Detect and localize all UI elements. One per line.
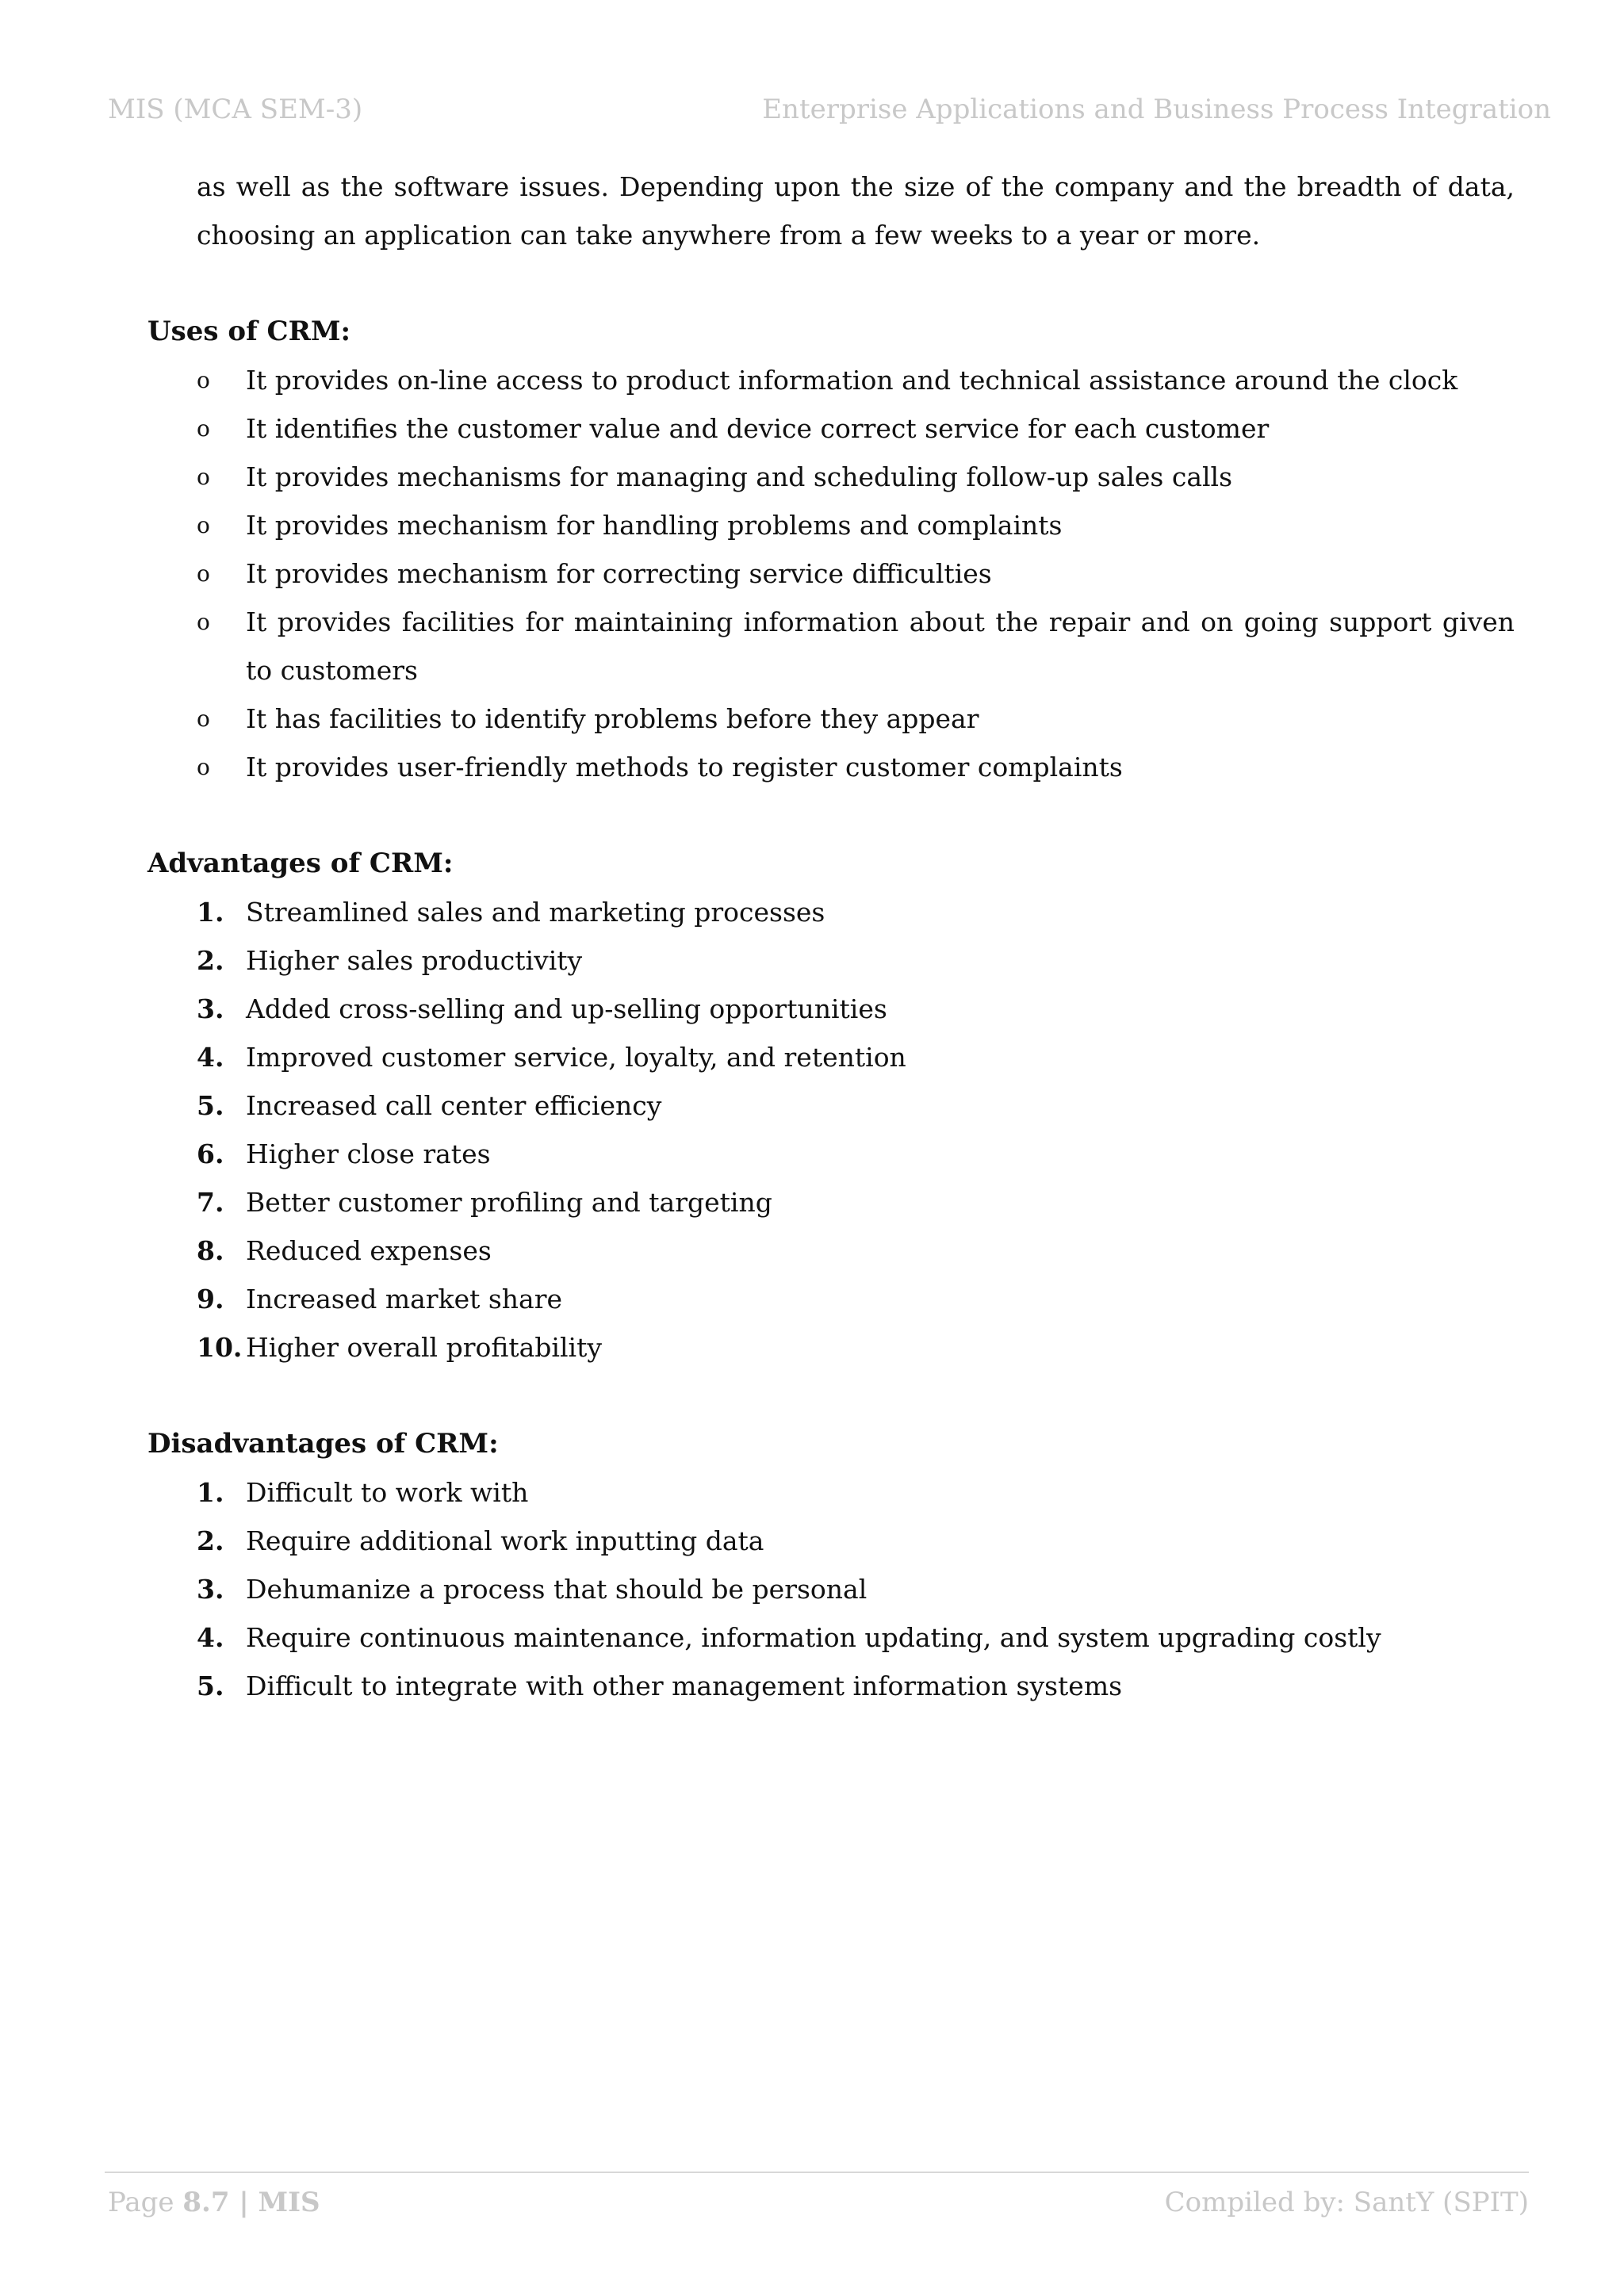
list-item-text: It provides mechanisms for managing and scheduling follow-up sales calls <box>246 461 1233 492</box>
list-item <box>147 985 1515 1033</box>
list-item <box>147 1662 1515 1710</box>
list-item <box>147 743 1515 791</box>
list-item-text: It identifies the customer value and device correct service for each customer <box>246 413 1270 444</box>
list-number: 3. <box>197 1574 224 1605</box>
list-number: 2. <box>197 1525 224 1556</box>
disadvantages-list <box>147 1468 1515 1710</box>
list-item <box>147 1178 1515 1226</box>
list-item-text: It provides on-line access to product information and technical assistance around the clock <box>246 365 1458 396</box>
list-item <box>147 549 1515 598</box>
list-item <box>147 501 1515 549</box>
list-item <box>147 404 1515 453</box>
uses-heading: Uses of CRM: <box>147 316 351 347</box>
list-number: 8. <box>197 1235 224 1266</box>
list-item-text: Increased call center efficiency <box>246 1090 662 1121</box>
disadvantages-heading: Disadvantages of CRM: <box>147 1428 499 1460</box>
list-item <box>147 1226 1515 1275</box>
bullet-icon: o <box>197 561 210 587</box>
bullet-icon: o <box>197 464 210 490</box>
list-item-text: Increased market share <box>246 1284 563 1314</box>
list-item <box>147 1323 1515 1372</box>
page-header <box>108 94 1551 133</box>
page-footer <box>108 2187 1529 2226</box>
advantages-heading: Advantages of CRM: <box>147 848 454 879</box>
bullet-icon: o <box>197 367 210 393</box>
list-number: 4. <box>197 1042 224 1073</box>
list-item <box>147 453 1515 501</box>
list-item-text: Difficult to integrate with other management information systems <box>246 1670 1123 1701</box>
bullet-icon: o <box>197 754 210 780</box>
list-item-text: Difficult to work with <box>246 1477 529 1508</box>
list-number: 2. <box>197 945 224 976</box>
bullet-icon: o <box>197 706 210 732</box>
list-item <box>147 1033 1515 1081</box>
footer-page-label <box>108 2187 320 2218</box>
list-item <box>147 1517 1515 1565</box>
list-item <box>147 936 1515 985</box>
list-number: 7. <box>197 1187 224 1218</box>
list-item-text: Require continuous maintenance, information updating, and system upgrading costly <box>246 1622 1381 1653</box>
list-number: 5. <box>197 1670 224 1701</box>
list-item-text: Streamlined sales and marketing processes <box>246 897 825 928</box>
list-item <box>147 1275 1515 1323</box>
footer-credit: Compiled by: SantY (SPIT) <box>1164 2187 1529 2218</box>
page-body <box>147 163 1515 1710</box>
list-item <box>147 1130 1515 1178</box>
list-number: 4. <box>197 1622 224 1653</box>
list-item-text: Higher sales productivity <box>246 945 583 976</box>
list-item-text: It provides user-friendly methods to register customer complaints <box>246 752 1123 783</box>
uses-list <box>147 356 1515 791</box>
list-item <box>147 1081 1515 1130</box>
list-item-text: Dehumanize a process that should be personal <box>246 1574 868 1605</box>
list-item-text: Reduced expenses <box>246 1235 492 1266</box>
list-number: 3. <box>197 993 224 1024</box>
bullet-icon: o <box>197 415 210 442</box>
intro-paragraph: as well as the software issues. Depending upon the size of the company and the breadth of data, choosing an application can take anywhere from a few weeks to a year or more. <box>197 171 1515 251</box>
advantages-list <box>147 888 1515 1372</box>
list-number: 1. <box>197 1477 224 1508</box>
list-number: 5. <box>197 1090 224 1121</box>
bullet-icon: o <box>197 512 210 538</box>
footer-page-prefix: Page <box>108 2187 183 2218</box>
list-item <box>147 356 1515 404</box>
list-item <box>147 1468 1515 1517</box>
list-item-text: Added cross-selling and up-selling opportunities <box>246 993 887 1024</box>
list-item-text: Require additional work inputting data <box>246 1525 764 1556</box>
list-item <box>147 1565 1515 1613</box>
list-item <box>147 598 1515 695</box>
footer-divider <box>105 2172 1529 2173</box>
list-item-text: Higher close rates <box>246 1138 491 1169</box>
list-item-text: It provides mechanism for correcting service difficulties <box>246 558 992 589</box>
list-item-text: It provides facilities for maintaining information about the repair and on going support given to customers <box>246 607 1515 686</box>
list-item-text: It has facilities to identify problems before they appear <box>246 703 979 734</box>
list-item <box>147 888 1515 936</box>
list-item-text: It provides mechanism for handling problems and complaints <box>246 510 1063 541</box>
list-item <box>147 695 1515 743</box>
list-number: 9. <box>197 1284 224 1314</box>
header-course: MIS (MCA SEM-3) <box>108 94 363 125</box>
header-chapter-title: Enterprise Applications and Business Process Integration <box>762 94 1551 125</box>
list-item-text: Higher overall profitability <box>246 1332 602 1363</box>
list-item-text: Improved customer service, loyalty, and retention <box>246 1042 906 1073</box>
list-number: 10. <box>197 1332 243 1363</box>
list-item-text: Better customer profiling and targeting <box>246 1187 772 1218</box>
list-number: 6. <box>197 1138 224 1169</box>
footer-page-number: 8.7 | MIS <box>182 2187 320 2218</box>
bullet-icon: o <box>197 609 210 635</box>
list-item <box>147 1613 1515 1662</box>
list-number: 1. <box>197 897 224 928</box>
